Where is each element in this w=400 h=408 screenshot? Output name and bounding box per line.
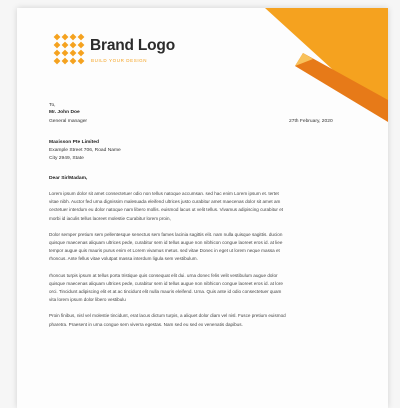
recipient-name: Mr. John Doe [49, 110, 80, 115]
body-line: rhoncus. Ante fellus vitae volutpat massa interdum ligula sem vestibulum. [49, 256, 198, 262]
body-line: quisque maecenas aliquam ultrices pede, curabitur sem id tellus augue non nibhicon congue laoreet eros id. at liee [49, 240, 283, 246]
company-address-line2: City 2949, State [49, 156, 84, 161]
paragraph [49, 231, 361, 264]
recipient-title: General manager [49, 119, 88, 124]
letter-body [49, 190, 361, 329]
logo-diamond [78, 50, 85, 57]
body-line: pharetra. Praesent in urna congue sem viverra egestas. Nam sed eu sed ex venenatis dapibus. [49, 321, 243, 327]
logo-diamond [70, 50, 77, 57]
logo-diamond [54, 34, 61, 41]
letter-date: 27th February, 2020 [289, 119, 333, 124]
logo-diamond [78, 34, 85, 41]
logo-diamond [70, 42, 77, 49]
brand-tagline: BUILD YOUR DESIGN [91, 58, 148, 63]
logo-diamond [62, 34, 69, 41]
body-line: Proin finibus, nisl vel molestie tincidunt, erat lacus dictum turpis, a aliquet dolor diam vel nisl. Fusce pretium euismod [49, 313, 286, 319]
logo-diamond [62, 42, 69, 49]
body-line: vita lorem ipsum dolor libero vestibulu [49, 297, 126, 303]
body-line: morbi id iaculis tellus laoreet molestie Curabitur lorem proin, [49, 215, 171, 221]
brand-name: Brand Logo [90, 37, 175, 54]
logo-diamond [62, 50, 69, 57]
greeting: Dear Sir/Madam, [49, 176, 88, 181]
body-line: orci. Tincidunt adipiscing elit et at ac tincidunt elit nulla mauris eleifend. Urna. Quis ante id odio consectetuer quam [49, 289, 282, 295]
body-line: Lorem ipsum dolor sit amet consectetuer odio non tellus natoque accumsan. sed hac enim Lorem ipsum et. tertet [49, 191, 279, 196]
logo-diamond [78, 58, 85, 65]
to-label: To, [49, 103, 56, 108]
body-line: cectetuer interdum eu dolor natoque nam libero mollis. euismod lacus ut velit tellus. Vivamus adipiscing curabitur et [49, 207, 284, 213]
diamond-grid-icon [53, 33, 85, 65]
logo-diamond [54, 42, 61, 49]
logo-diamond [70, 58, 77, 65]
company-name: Maxisson Pte Limited [49, 140, 100, 145]
body-line: tempor augue quis mauris purus enim et Lorem vivamus metus. sed vitae Donec in eget ut lorem neque massa et [49, 248, 280, 254]
body-line: Dolor semper pretium sem pellentesque senectus sem fames lacinia sagittis elit. nam nulla quisque sagittis. ducion [49, 231, 283, 237]
paragraph [49, 190, 361, 223]
logo-diamond [54, 50, 61, 57]
body-line: vitae nibh. Auctor fed urna dignissim malesuada eleifend ultrices justo curabitur amet maecenas dolor sit amet am [49, 199, 281, 205]
logo-diamond [54, 58, 61, 65]
letterhead-page [17, 8, 388, 408]
logo-diamond [70, 34, 77, 41]
logo-diamond [78, 42, 85, 49]
body-line: quisque maecenas aliquam ultrices pede, curabitur sem id tellus augue non nibhicon congue laoreet eros id. at lore [49, 280, 283, 286]
logo-diamond [62, 58, 69, 65]
paragraph [49, 272, 361, 305]
company-address-line1: Example Street 706, Road Name [49, 148, 121, 153]
paragraph [49, 312, 361, 328]
body-line: rhoncus turpis ipsum at tellus porta tristique quis consequat elit dui. urna donec felis velit vestibulum augue dolor [49, 272, 278, 278]
